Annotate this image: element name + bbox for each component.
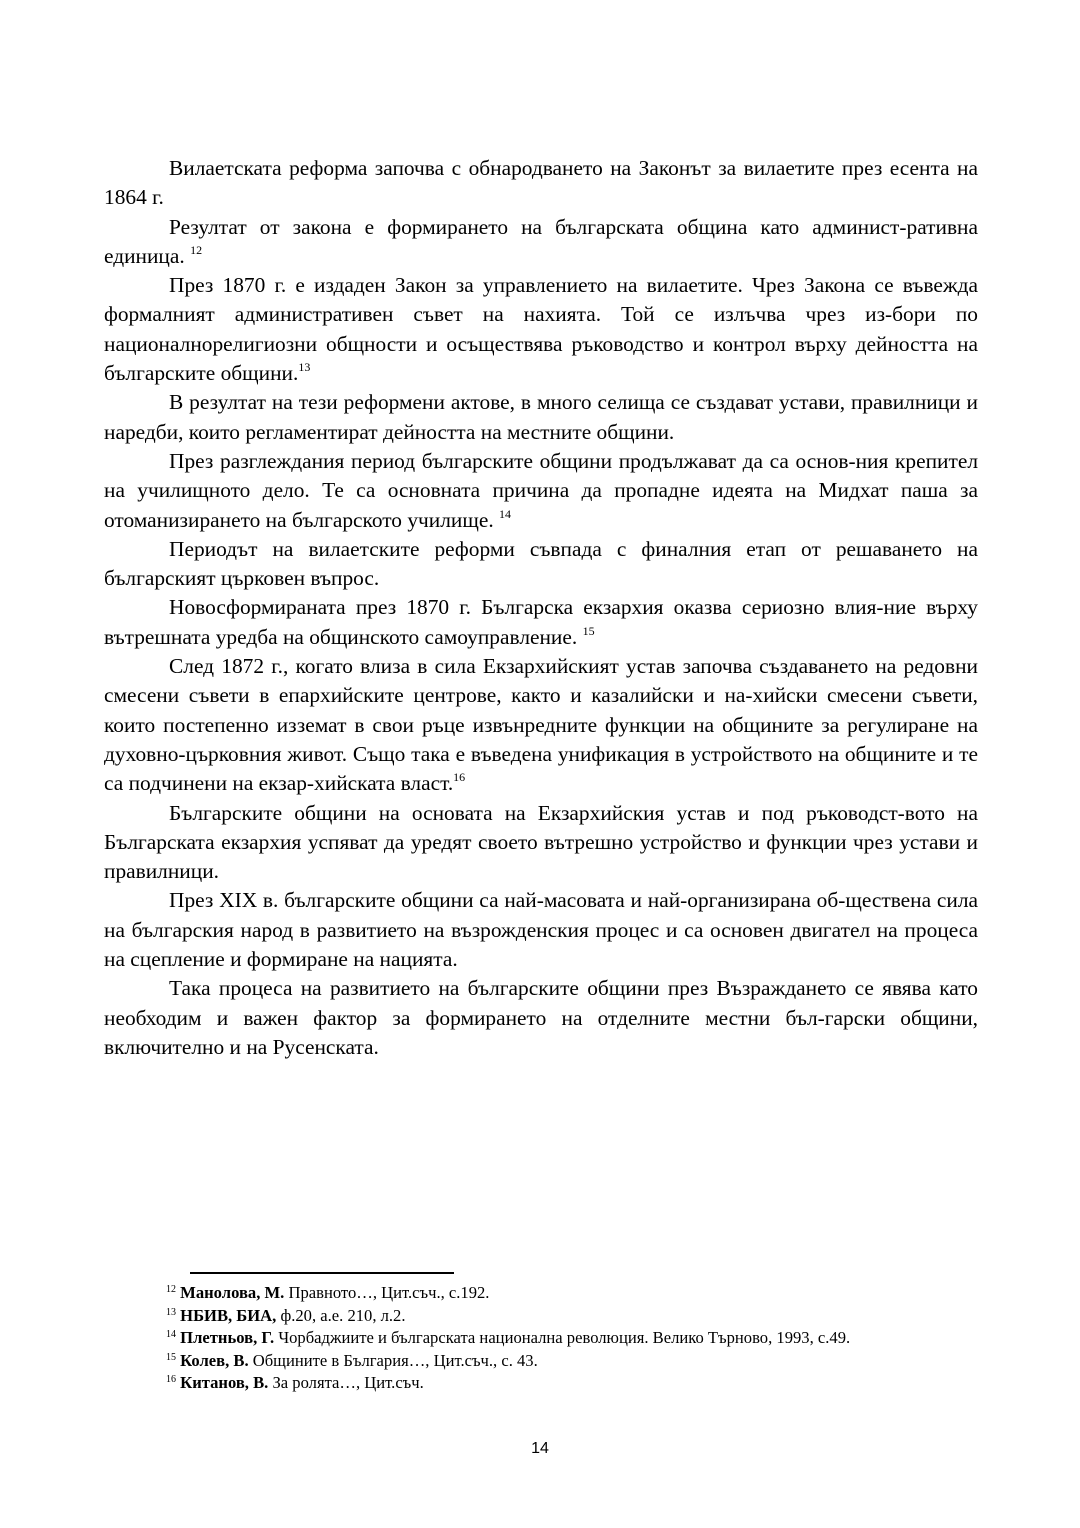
- paragraph-5: През разглеждания период българските общини продължават да са основ-ния крепител на училищното дело. Те са основната причина да пропадне идеята на Мидхат паша за отоманизирането на българското училище. $^{14}$: [104, 448, 978, 532]
- footnotes: [104, 1282, 978, 1395]
- paragraph-3: През 1870 г. е издаден Закон за управлението на вилаетите. Чрез Закона се въвежда формалният административен съвет на нахията. Той се излъчва чрез из-бори по националнорелигиозни общности и осъществява ръководство и контрол върху дейността на българските общини.$^{13}$: [104, 273, 978, 386]
- footnote-ref-13[interactable]: 13: [298, 360, 311, 375]
- footnote-16: $^{16}$ Китанов, В. За ролята…, Цит.съч.: [166, 1373, 424, 1393]
- footnote-ref-16[interactable]: 16: [453, 770, 466, 785]
- paragraph-10: През XIX в. българските общини са най-масовата и най-организирана об-ществена сила на българския народ в развитието на възрожденския процес и са основен двигател на процеса на сцепление и формиране на нацията.: [104, 888, 978, 972]
- footnote-13: $^{13}$ НБИВ, БИА, ф.20, а.е. 210, л.2.: [166, 1305, 406, 1325]
- paragraph-8: След 1872 г., когато влиза в сила Екзархийският устав започва създаването на редовни смесени съвети в епархийските центрове, както и казалийски и на-хийски смесени съвети, които постепенно изземат в свои ръце извънредните функции на общините за регулиране на духовно-църковния живот. Също така е въведена унификация в устройството на общините и те са подчинени на екзар-хийската власт.$^{16}$: [104, 654, 978, 796]
- footnote-12: $^{12}$ Манолова, М. Правното…, Цит.съч., с.192.: [166, 1283, 490, 1302]
- footnote-14: $^{14}$ Плетньов, Г. Чорбаджиите и българската национална революция. Велико Търново, 1993, с.49.: [166, 1328, 851, 1348]
- footnote-ref-15[interactable]: 15: [582, 623, 595, 638]
- footnote-separator: [190, 1272, 454, 1274]
- paragraph-9: Българските общини на основата на Екзархийския устав и под ръководст-вото на Българската екзархия успяват да уредят своето вътрешно устройство и функции чрез устави и правилници.: [104, 800, 978, 884]
- footnote-ref-12[interactable]: 12: [190, 242, 203, 257]
- page-number: 14: [531, 1440, 549, 1457]
- paragraph-6: Периодът на вилаетските реформи съвпада с финалния етап от решаването на българският църковен въпрос.: [104, 536, 978, 591]
- paragraph-2: Резултат от закона е формирането на българската община като админист-ративна единица. $^{12}$: [104, 214, 978, 268]
- paragraph-7: Новосформираната през 1870 г. Българска екзархия оказва сериозно влия-ние върху вътрешната уредба на общинското самоуправление. $^{15}$: [104, 595, 978, 649]
- paragraph-1: Вилаетската реформа започва с обнародването на Законът за вилаетите през есента на 1864 г.: [104, 156, 978, 210]
- body-text: [104, 154, 978, 1062]
- footnote-15: $^{15}$ Колев, В. Общините в България…, Цит.съч., с. 43.: [166, 1350, 538, 1370]
- footnote-ref-14[interactable]: 14: [499, 506, 512, 521]
- paragraph-4: В резултат на тези реформени актове, в много селища се създават устави, правилници и наредби, които регламентират дейността на местните общини.: [104, 390, 978, 444]
- paragraph-11: Така процеса на развитието на българските общини през Възраждането се явява като необходим и важен фактор за формирането на отделните местни бъл-гарски общини, включително и на Русенската.: [104, 976, 978, 1059]
